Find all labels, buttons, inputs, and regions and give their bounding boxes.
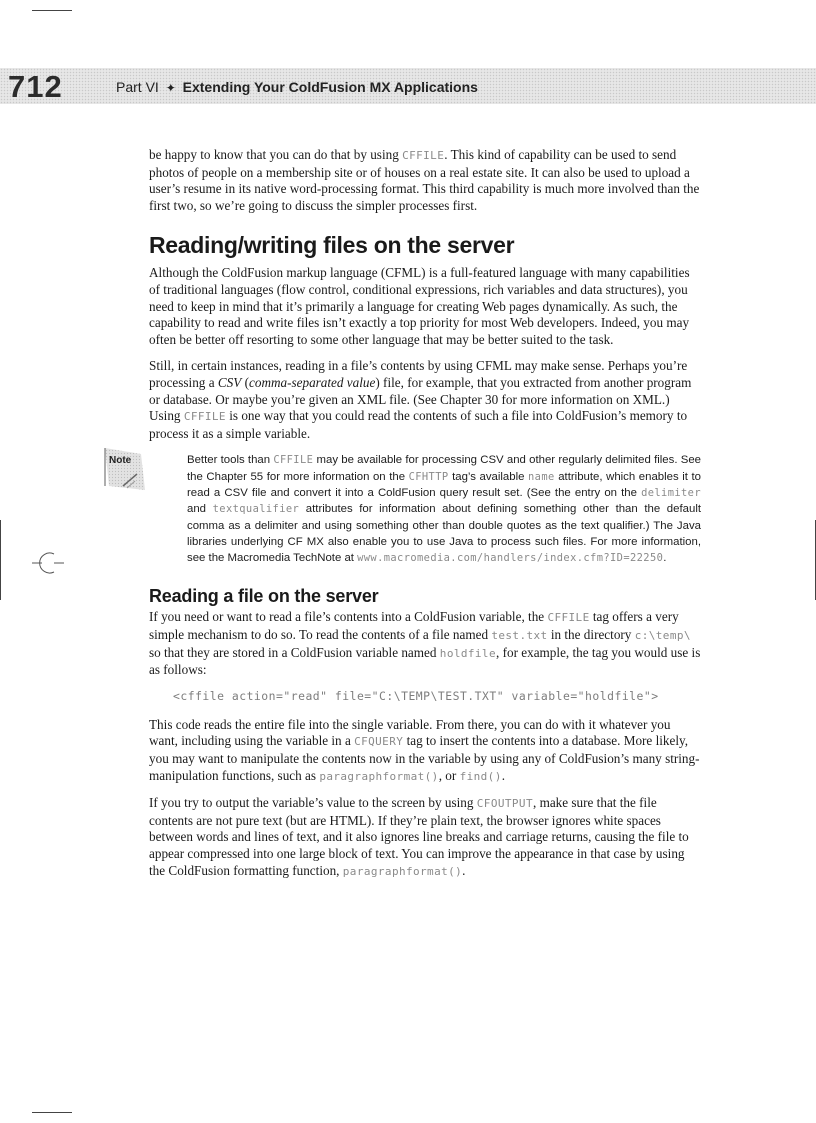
body-paragraph: This code reads the entire file into the single variable. From there, you can do with it whatever you want, including using the variable in a CFQUERY tag to insert the contents into a database. More likely, you may want to manipulate the contents now in the variable by using any of ColdFusion’s many string-manipulation functions, such as paragraphformat(), or find(). — [149, 716, 700, 783]
inline-code: paragraphformat() — [319, 769, 439, 783]
chapter-title: Extending Your ColdFusion MX Applications — [182, 79, 478, 95]
inline-code: paragraphformat() — [342, 864, 463, 878]
inline-code: test.txt — [491, 628, 548, 642]
section-heading-reading-writing: Reading/writing files on the server — [149, 232, 515, 259]
section-heading-reading-file: Reading a file on the server — [149, 586, 379, 607]
intro-paragraph: be happy to know that you can do that by using CFFILE. This kind of capability can be used to send photos of people on a membership site or of houses on a real estate site. It can also be used to upload a user’s resume in its native word-processing format. This third capability is much more involved than the first two, so we’re going to discuss the simpler processes first. — [149, 147, 700, 213]
inline-code: textqualifier — [212, 503, 300, 516]
inline-code: find() — [459, 769, 502, 783]
note-text: Better tools than CFFILE may be available for processing CSV and other regularly delimited files. See the Chapter 55 for more information on the CFHTTP tag’s available name attribute, which enables it to read a CSV file and convert it into a ColdFusion query result set. (See the entry on the delimiter and textqualifier attributes for information about defining something other than the default comma as a delimiter and using something other than double quotes as the text qualifier.) The Java libraries underlying CF MX also enable you to use Java to process such files. For more information, see the Macromedia TechNote at www.macromedia.com/handlers/index.cfm?ID=22250. — [187, 454, 702, 565]
page-number: 712 — [8, 69, 63, 104]
note-icon — [99, 446, 149, 494]
technote-url: www.macromedia.com/handlers/index.cfm?ID=22250 — [357, 552, 664, 565]
inline-code: holdfile — [439, 646, 496, 660]
inline-code: CFFILE — [183, 410, 226, 424]
note-box — [109, 452, 702, 566]
body-paragraph: Still, in certain instances, reading in a file’s contents by using CFML may make sense. Perhaps you’re processing a CSV (comma-separated value) file, for example, that you extracted from another program or database. Or maybe you’re given an XML file. (See Chapter 30 for more information on XML.) Using CFFILE is one way that you could read the contents of such a file into ColdFusion’s memory to process it as a simple variable. — [149, 358, 692, 441]
registration-mark-icon — [30, 548, 66, 578]
page-content — [109, 147, 702, 890]
inline-code: CFFILE — [273, 454, 314, 467]
body-paragraph: If you try to output the variable’s value to the screen by using CFOUTPUT, make sure that the file contents are not pure text (but are HTML). If they’re plain text, the browser ignores white spaces between words and lines of text, and it also ignores line breaks and carriage returns, causing the file to appear compressed into one large block of text. You can improve the appearance in that case by using the ColdFusion formatting function, paragraphformat(). — [149, 795, 689, 878]
body-paragraph: If you need or want to read a file’s contents into a ColdFusion variable, the CFFILE tag offers a very simple mechanism to do so. To read the contents of a file named test.txt in the directory c:\temp\ so that they are stored in a ColdFusion variable named holdfile, for example, the tag you would use is as follows: — [149, 609, 701, 678]
separator-icon: ✦ — [165, 81, 176, 95]
inline-code: CFFILE — [547, 611, 590, 625]
crop-mark-bottom — [32, 1112, 72, 1113]
inline-code: delimiter — [641, 486, 701, 499]
running-head — [116, 69, 478, 105]
crop-mark-top — [32, 10, 72, 11]
inline-code: CFQUERY — [354, 735, 404, 749]
inline-code: CFFILE — [402, 149, 445, 162]
crop-mark-left — [0, 520, 1, 600]
part-label: Part VI — [116, 79, 159, 95]
inline-code: CFOUTPUT — [476, 797, 533, 811]
note-label: Note — [109, 455, 132, 467]
body-paragraph: Although the ColdFusion markup language (CFML) is a full-featured language with many capabilities of traditional languages (flow control, conditional expressions, rich variables and data structures), you need to keep in mind that it’s primarily a language for creating Web pages dynamically. As such, the capability to read and write files isn’t exactly a top priority for most Web developers. Indeed, you may often be better off resorting to some other language that may be better suited to the task. — [149, 265, 690, 347]
inline-code: c:\temp\ — [634, 628, 691, 642]
inline-code: CFHTTP — [408, 470, 449, 483]
code-example: <cffile action="read" file="C:\TEMP\TEST.TXT" variable="holdfile"> — [173, 688, 659, 703]
inline-code: name — [528, 470, 555, 483]
